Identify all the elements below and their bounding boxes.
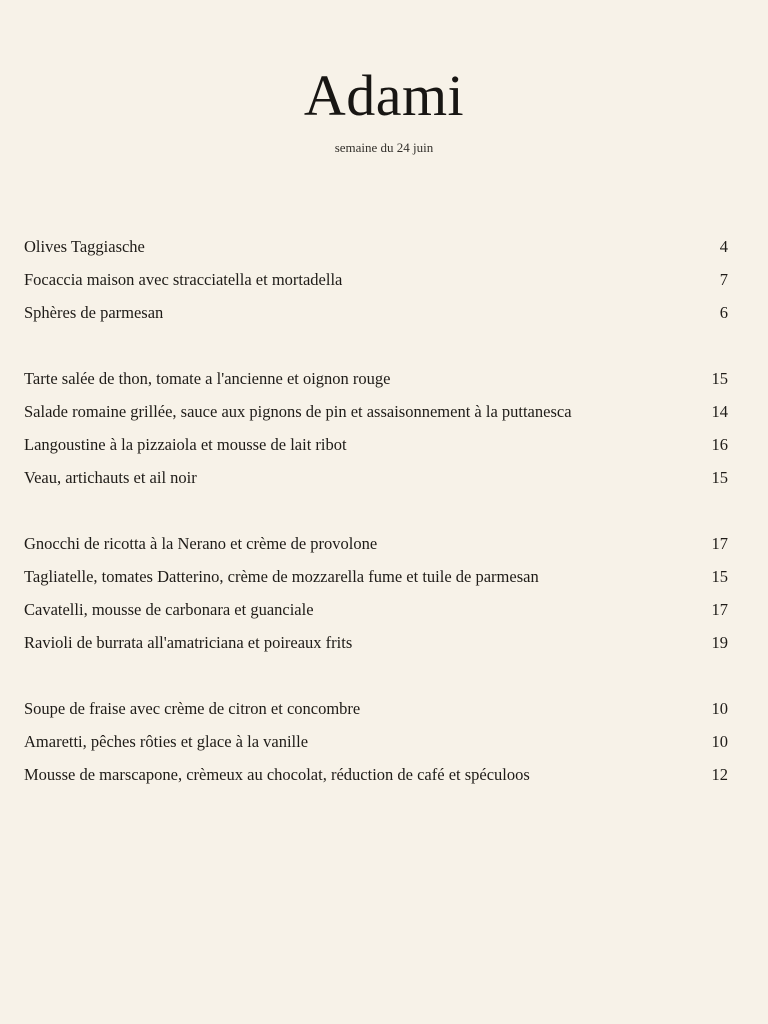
menu-item <box>24 564 728 597</box>
menu-item <box>24 267 728 300</box>
menu-item <box>24 465 728 498</box>
menu-item-name: Tarte salée de thon, tomate a l'ancienne et oignon rouge <box>24 369 391 388</box>
menu-item <box>24 366 728 399</box>
menu-item-name: Salade romaine grillée, sauce aux pignons de pin et assaisonnement à la puttanesca <box>24 402 572 421</box>
menu-item-price: 6 <box>719 303 728 322</box>
restaurant-title: Adami <box>303 63 465 128</box>
menu-item-price: 4 <box>719 237 728 256</box>
menu-item <box>24 762 728 795</box>
menu-item-name: Veau, artichauts et ail noir <box>24 468 197 487</box>
menu-item-price: 14 <box>711 402 728 421</box>
menu-item-name: Amaretti, pêches rôties et glace à la vanille <box>24 732 309 751</box>
menu-item-price: 12 <box>711 765 728 784</box>
menu-item-name: Focaccia maison avec stracciatella et mortadella <box>24 270 343 289</box>
menu-header <box>0 64 768 156</box>
menu-item-price: 17 <box>711 600 728 619</box>
menu-item-name: Ravioli de burrata all'amatriciana et poireaux frits <box>24 633 353 652</box>
menu-item-name: Gnocchi de ricotta à la Nerano et crème de provolone <box>24 534 378 553</box>
menu-item <box>24 729 728 762</box>
menu-item-name: Mousse de marscapone, crèmeux au chocolat, réduction de café et spéculoos <box>24 765 530 784</box>
menu-item <box>24 234 728 267</box>
menu-item-price: 15 <box>711 369 728 388</box>
menu-item <box>24 630 728 663</box>
menu-item-price: 10 <box>711 732 728 751</box>
menu-section-pasta <box>24 531 728 663</box>
menu-item-name: Langoustine à la pizzaiola et mousse de lait ribot <box>24 435 347 454</box>
menu-item <box>24 597 728 630</box>
menu-item <box>24 432 728 465</box>
menu-item-price: 19 <box>711 633 728 652</box>
menu-section-small-plates <box>24 366 728 498</box>
menu-item <box>24 531 728 564</box>
week-subtitle: semaine du 24 juin <box>334 140 434 155</box>
menu-list <box>24 234 728 795</box>
menu-item <box>24 696 728 729</box>
menu-item-price: 17 <box>711 534 728 553</box>
menu-item-price: 10 <box>711 699 728 718</box>
menu-item <box>24 399 728 432</box>
menu-item-price: 16 <box>711 435 728 454</box>
menu-item-name: Olives Taggiasche <box>24 237 145 256</box>
menu-item-price: 7 <box>719 270 728 289</box>
menu-section-starters <box>24 234 728 333</box>
menu-item-name: Soupe de fraise avec crème de citron et concombre <box>24 699 361 718</box>
menu-item-price: 15 <box>711 567 728 586</box>
menu-item-name: Sphères de parmesan <box>24 303 164 322</box>
menu-item <box>24 300 728 333</box>
menu-item-name: Cavatelli, mousse de carbonara et guanciale <box>24 600 314 619</box>
menu-section-desserts <box>24 696 728 795</box>
menu-item-name: Tagliatelle, tomates Datterino, crème de mozzarella fume et tuile de parmesan <box>24 567 539 586</box>
menu-item-price: 15 <box>711 468 728 487</box>
